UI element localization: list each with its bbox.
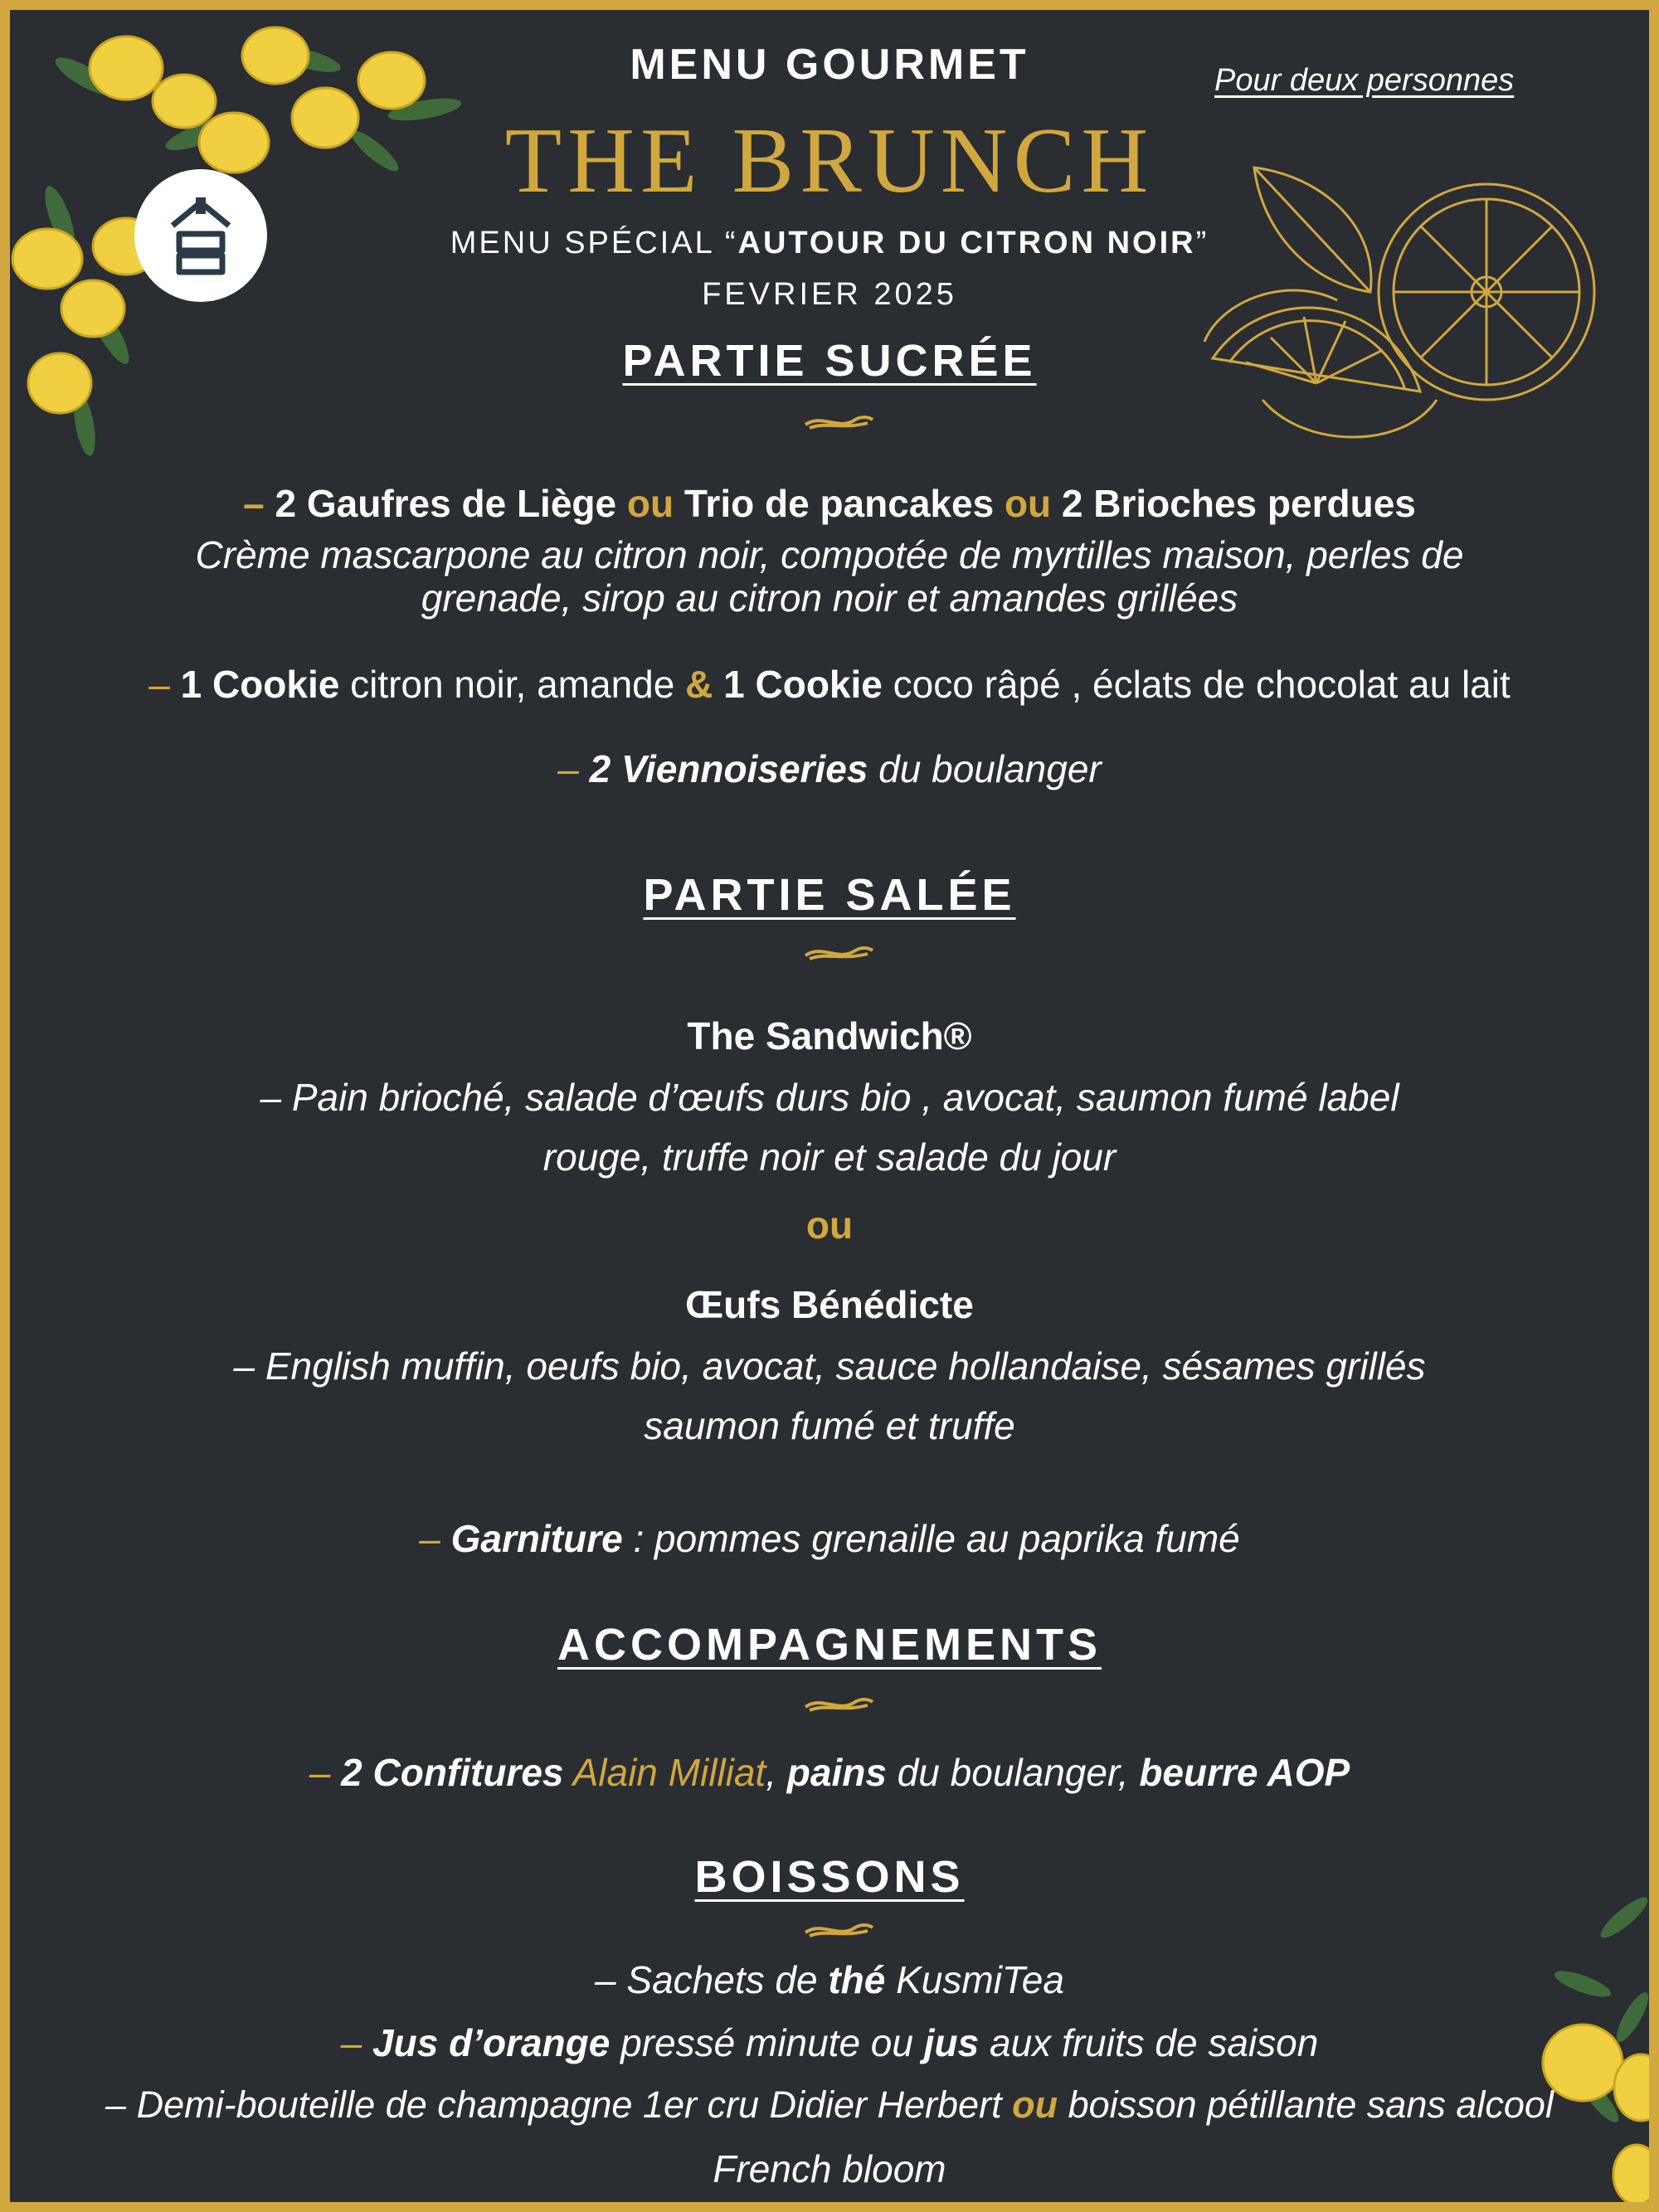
section-title-salee-text: PARTIE SALÉE [643,870,1016,920]
dash: – [419,1517,451,1560]
ampersand: & [685,663,713,706]
french-bloom: French bloom [713,2147,946,2190]
the-line [10,1957,1649,2002]
jus-orange-label: Jus d’orange [372,2021,611,2064]
special-prefix: MENU SPÉCIAL “ [450,226,738,260]
special-name: AUTOUR DU CITRON NOIR [737,226,1196,260]
sandwich-title: The Sandwich® [687,1014,972,1057]
sucree-description: grenade, sirop au citron noir et amandes grillées [421,576,1238,620]
dash: – [557,747,590,790]
cookie-desc: coco râpé , éclats de chocolat au lait [882,663,1511,706]
section-title-sucree-text: PARTIE SUCRÉE [622,336,1037,386]
dash: – [243,482,275,525]
cookie-line [10,662,1649,707]
menu-kicker: MENU GOURMET [630,41,1029,89]
gold-swirl-icon [801,1692,876,1717]
garniture-line [10,1516,1649,1561]
pains-desc: du boulanger, [886,1751,1140,1794]
menu-page [10,10,1649,2202]
viennoiserie-label: 2 Viennoiseries [589,747,868,790]
section-title-sucree [10,335,1649,386]
the-prefix: – Sachets de [595,1958,829,2001]
section-title-accomp-text: ACCOMPAGNEMENTS [557,1620,1102,1670]
gold-swirl-icon [801,941,876,965]
menu-date: FEVRIER 2025 [702,277,957,312]
confitures-label: 2 Confitures [341,1751,564,1794]
item-brioches: 2 Brioches perdues [1061,482,1416,525]
garniture-desc: : pommes grenaille au paprika fumé [622,1517,1240,1560]
accomp-line [10,1750,1649,1795]
sandwich-description: rouge, truffe noir et salade du jour [542,1135,1117,1179]
or-label: ou [626,482,674,525]
page-title: THE BRUNCH [504,109,1155,212]
special-subtitle [10,226,1649,261]
sucree-main-line [10,481,1649,526]
viennoiserie-line [10,746,1649,791]
champagne-desc: – Demi-bouteille de champagne 1er cru Didier Herbert [105,2083,1013,2126]
the-brand: KusmiTea [885,1958,1064,2001]
cookie-label: 1 Cookie [723,663,883,706]
garniture-label: Garniture [450,1517,623,1560]
section-title-boissons [10,1851,1649,1903]
sucree-description: Crème mascarpone au citron noir, compotée de myrtilles maison, perles de [195,533,1464,576]
oeufs-description: saumon fumé et truffe [644,1404,1015,1447]
dash: – [148,663,181,706]
dash: – [340,2021,373,2064]
sandwich-description: – Pain brioché, salade d’œufs durs bio , avocat, saumon fumé label [260,1076,1399,1119]
oeufs-description: – English muffin, oeufs bio, avocat, sauce hollandaise, sésames grillés [233,1344,1426,1388]
jus-label: jus [923,2021,980,2064]
cookie-label: 1 Cookie [180,663,340,706]
champagne-desc: boisson pétillante sans alcool [1058,2083,1554,2126]
brand-name: Alain Milliat [563,1751,766,1794]
oeufs-title: Œufs Bénédicte [685,1283,974,1326]
section-title-salee [10,869,1649,921]
dash: – [309,1751,342,1794]
viennoiserie-desc: du boulanger [868,747,1102,790]
jus-line [10,2020,1649,2065]
or-label: ou [1012,2083,1058,2126]
champagne-line [10,2083,1649,2127]
special-suffix: ” [1195,226,1209,260]
gold-swirl-icon [801,1918,876,1942]
beurre-label: beurre AOP [1139,1751,1350,1794]
separator: , [766,1751,787,1794]
item-pancakes: Trio de pancakes [684,482,995,525]
cookie-desc: citron noir, amande [339,663,686,706]
section-title-boissons-text: BOISSONS [694,1852,965,1902]
gold-swirl-icon [801,410,876,435]
item-gaufres: 2 Gaufres de Liège [275,482,617,525]
or-label: ou [1004,482,1052,525]
serving-note: Pour deux personnes [1214,63,1515,98]
section-title-accomp [10,1619,1649,1670]
pains-label: pains [786,1751,887,1794]
jus-desc: aux fruits de saison [979,2021,1319,2064]
jus-desc: pressé minute ou [610,2021,924,2064]
or-label: ou [805,1203,854,1247]
the-label: thé [828,1958,886,2001]
